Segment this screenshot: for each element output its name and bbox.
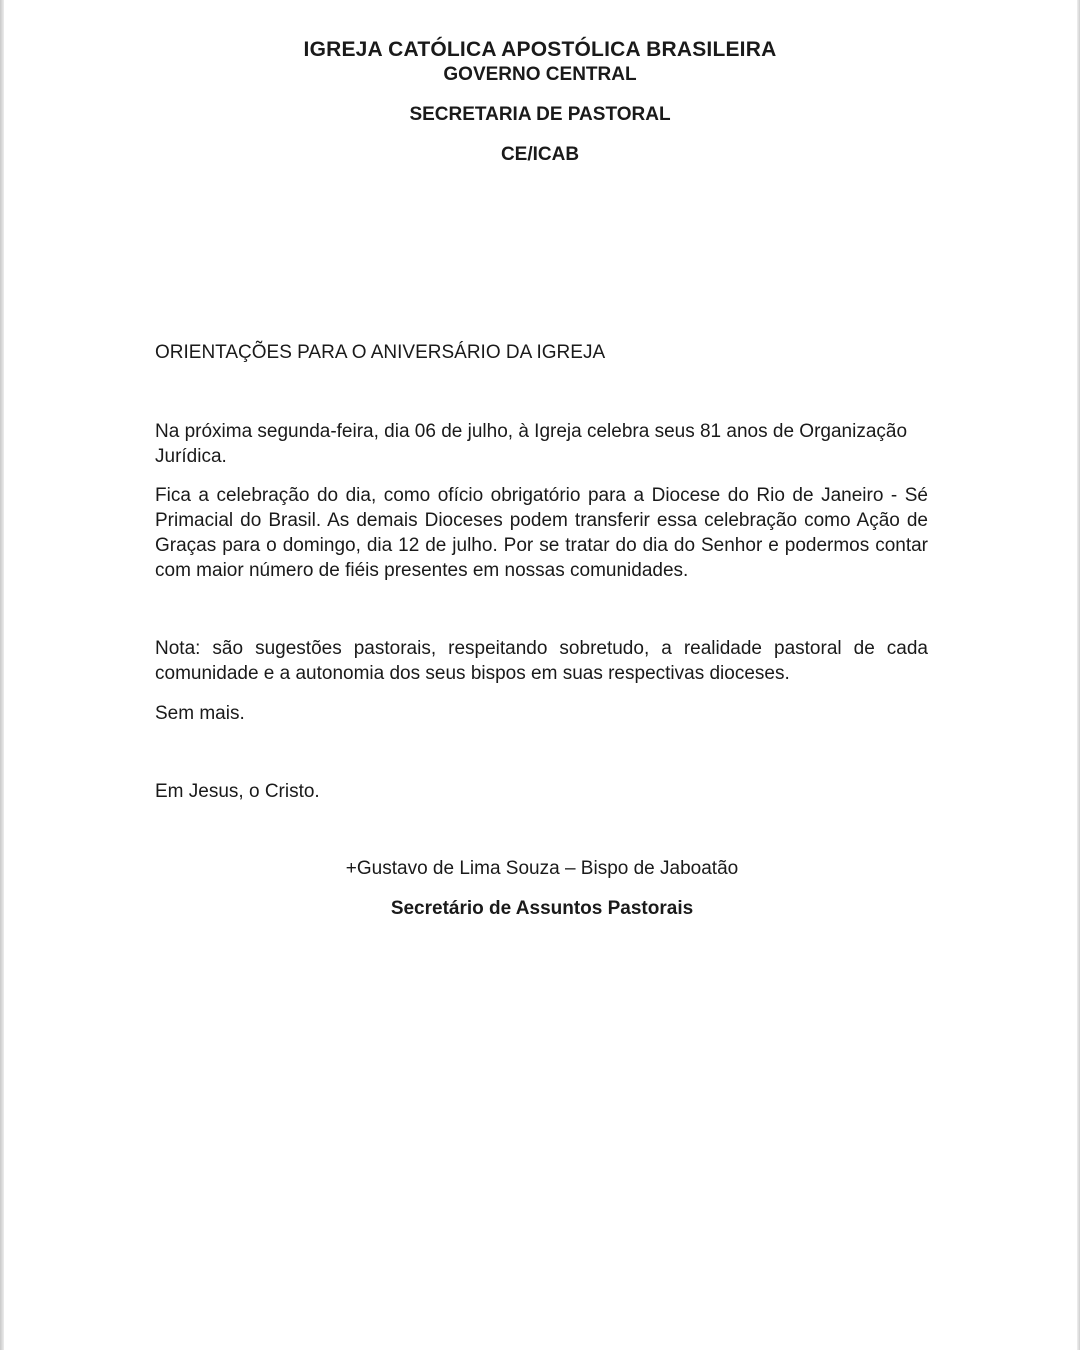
signatory-name: +Gustavo de Lima Souza – Bispo de Jaboatão xyxy=(345,858,739,879)
signatory-title: Secretário de Assuntos Pastorais xyxy=(390,898,694,919)
document-code: CE/ICAB xyxy=(500,144,580,165)
closing-line: Sem mais. xyxy=(155,703,245,724)
secretariat-heading: SECRETARIA DE PASTORAL xyxy=(409,104,671,125)
paragraph-anniversary: Na próxima segunda-feira, dia 06 de julho, à Igreja celebra seus 81 anos de Organização Jurídica. xyxy=(155,421,908,467)
farewell-line: Em Jesus, o Cristo. xyxy=(155,781,320,802)
paragraph-celebration: Fica a celebração do dia, como ofício obrigatório para a Diocese do Rio de Janeiro - Sé Primacial do Brasil. As demais Dioceses podem transferir essa celebração como Ação de Graças para o domingo, dia 12 de julho. Por se tratar do dia do Senhor e podermos contar com maior número de fiéis presentes em nossas comunidades. xyxy=(155,485,928,581)
letter-subject: ORIENTAÇÕES PARA O ANIVERSÁRIO DA IGREJA xyxy=(155,342,606,363)
government-heading: GOVERNO CENTRAL xyxy=(443,64,637,85)
page-edge-left xyxy=(0,0,4,1350)
paragraph-note: Nota: são sugestões pastorais, respeitando sobretudo, a realidade pastoral de cada comunidade e a autonomia dos seus bispos em suas respectivas dioceses. xyxy=(155,638,928,684)
church-name-heading: IGREJA CATÓLICA APOSTÓLICA BRASILEIRA xyxy=(303,38,777,61)
